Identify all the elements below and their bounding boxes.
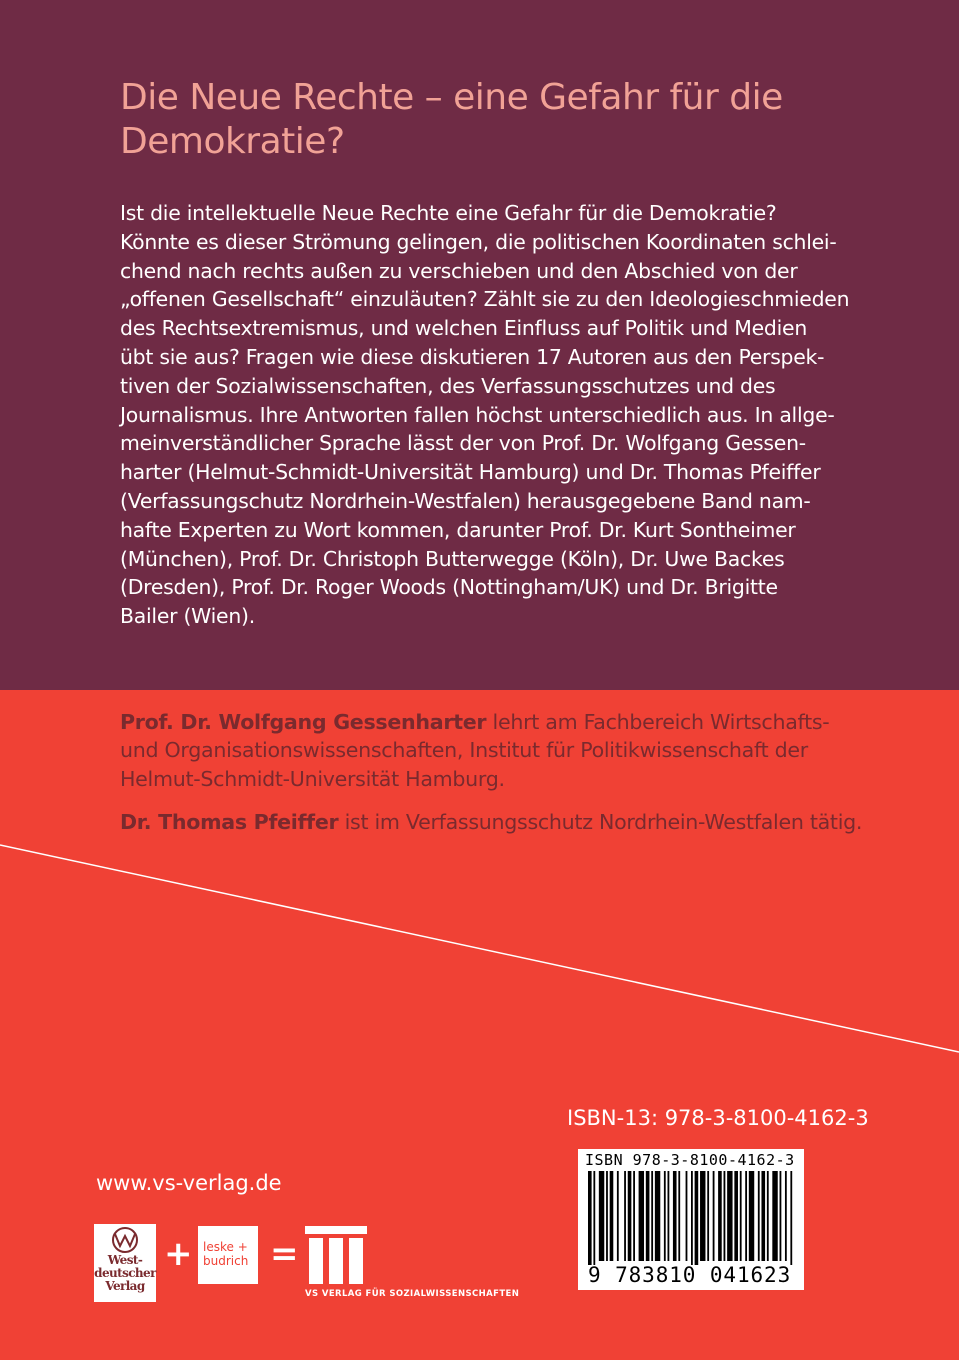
editor-name: Dr. Thomas Pfeiffer bbox=[120, 810, 339, 834]
barcode-bar bbox=[691, 1171, 693, 1265]
description-line: Journalismus. Ihre Antworten fallen höchst unterschiedlich aus. In allge- bbox=[120, 402, 835, 427]
book-title: Die Neue Rechte – eine Gefahr für die Demokratie? bbox=[120, 77, 783, 162]
leske-budrich-logo-text bbox=[203, 1240, 248, 1268]
westdeutscher-logo-text bbox=[94, 1254, 156, 1293]
editor-bio-gessenharter bbox=[120, 708, 920, 793]
leske-line: leske + bbox=[203, 1240, 248, 1254]
westdeutscher-logo-line: West- bbox=[107, 1253, 143, 1267]
barcode-bar bbox=[668, 1171, 670, 1261]
barcode-bars bbox=[588, 1171, 794, 1265]
plus-sign: + bbox=[164, 1234, 193, 1274]
isbn-label: ISBN-13: 978-3-8100-4162-3 bbox=[567, 1106, 869, 1130]
barcode-bar bbox=[664, 1171, 666, 1261]
westdeutscher-emblem-icon bbox=[94, 1226, 156, 1256]
barcode-bar bbox=[767, 1171, 769, 1261]
description-line: Bailer (Wien). bbox=[120, 604, 255, 629]
barcode-bar bbox=[610, 1171, 614, 1261]
bio-line bbox=[120, 708, 920, 736]
barcode-bar bbox=[695, 1171, 699, 1265]
description-line: (Verfassungschutz Nordrhein-Westfalen) herausgegebene Band nam- bbox=[120, 488, 811, 513]
barcode-bar bbox=[624, 1171, 626, 1261]
barcode-bar bbox=[651, 1171, 653, 1261]
description-line: hafte Experten zu Wort kommen, darunter Prof. Dr. Kurt Sontheimer bbox=[120, 517, 796, 542]
barcode-digits: 9 783810 041623 bbox=[588, 1263, 792, 1287]
editor-bio-pfeiffer bbox=[120, 808, 920, 836]
barcode-bar bbox=[727, 1171, 732, 1261]
barcode-bar bbox=[686, 1171, 688, 1261]
book-description bbox=[120, 199, 900, 631]
vs-verlag-name: VS VERLAG FÜR SOZIALWISSENSCHAFTEN bbox=[305, 1289, 520, 1299]
barcode-bar bbox=[633, 1171, 635, 1261]
barcode-bar bbox=[785, 1171, 787, 1261]
barcode-bar bbox=[700, 1171, 705, 1261]
barcode-bar bbox=[639, 1171, 644, 1261]
barcode-bar bbox=[740, 1171, 742, 1261]
barcode-bar bbox=[745, 1171, 747, 1261]
bio-line: und Organisationswissenschaften, Institut für Politikwissenschaft der bbox=[120, 738, 808, 763]
barcode-bar bbox=[673, 1171, 677, 1261]
barcode-bar bbox=[718, 1171, 722, 1261]
description-line: harter (Helmut-Schmidt-Universität Hamburg) und Dr. Thomas Pfeiffer bbox=[120, 460, 821, 485]
barcode-bar bbox=[780, 1171, 782, 1261]
description-line: Könnte es dieser Strömung gelingen, die politischen Koordinaten schlei- bbox=[120, 229, 837, 254]
barcode-bar bbox=[749, 1171, 754, 1261]
barcode-bar bbox=[790, 1171, 792, 1265]
barcode bbox=[578, 1149, 804, 1290]
bio-line bbox=[120, 808, 920, 836]
bio-text: ist im Verfassungsschutz Nordrhein-Westfalen tätig. bbox=[338, 810, 863, 834]
description-line: meinverständlicher Sprache lässt der von Prof. Dr. Wolfgang Gessen- bbox=[120, 431, 806, 456]
description-line: chend nach rechts außen zu verschieben und den Abschied von der bbox=[120, 258, 798, 283]
equals-sign: = bbox=[270, 1234, 299, 1274]
vs-verlag-mark-icon bbox=[305, 1226, 367, 1284]
publisher-website: www.vs-verlag.de bbox=[96, 1171, 282, 1195]
bio-text: lehrt am Fachbereich Wirtschafts- bbox=[486, 710, 830, 734]
leske-budrich-logo bbox=[198, 1226, 258, 1284]
barcode-bar bbox=[772, 1171, 777, 1261]
westdeutscher-verlag-logo bbox=[94, 1224, 156, 1302]
barcode-bar bbox=[678, 1171, 680, 1261]
westdeutscher-logo-line: Verlag bbox=[105, 1279, 145, 1293]
barcode-bar bbox=[734, 1171, 738, 1261]
description-line: (Dresden), Prof. Dr. Roger Woods (Nottingham/UK) und Dr. Brigitte bbox=[120, 575, 778, 600]
barcode-bar bbox=[724, 1171, 726, 1261]
description-line: tiven der Sozialwissenschaften, des Verfassungsschutzes und des bbox=[120, 373, 776, 398]
description-line: Ist die intellektuelle Neue Rechte eine Gefahr für die Demokratie? bbox=[120, 201, 777, 225]
barcode-bar bbox=[758, 1171, 760, 1261]
barcode-bar bbox=[707, 1171, 709, 1261]
bio-line: Helmut-Schmidt-Universität Hamburg. bbox=[120, 766, 505, 791]
barcode-bar bbox=[588, 1171, 592, 1265]
barcode-bar bbox=[593, 1171, 595, 1265]
barcode-bar bbox=[646, 1171, 650, 1261]
description-line: (München), Prof. Dr. Christoph Butterwegge (Köln), Dr. Uwe Backes bbox=[120, 546, 785, 571]
barcode-bar bbox=[761, 1171, 765, 1261]
barcode-bar bbox=[628, 1171, 632, 1261]
editor-name: Prof. Dr. Wolfgang Gessenharter bbox=[120, 710, 487, 734]
description-line: übt sie aus? Fragen wie diese diskutieren 17 Autoren aus den Perspek- bbox=[120, 344, 825, 369]
description-line: „offenen Gesellschaft“ einzuläuten? Zählt sie zu den Ideologieschmieden bbox=[120, 287, 850, 312]
barcode-bar bbox=[606, 1171, 608, 1261]
barcode-bar bbox=[713, 1171, 715, 1261]
barcode-isbn-text: ISBN 978-3-8100-4162-3 bbox=[585, 1151, 795, 1169]
budrich-line: budrich bbox=[203, 1254, 249, 1268]
description-line: des Rechtsextremismus, und welchen Einfluss auf Politik und Medien bbox=[120, 316, 807, 341]
barcode-bar bbox=[599, 1171, 604, 1261]
barcode-bar bbox=[617, 1171, 619, 1261]
barcode-bar bbox=[655, 1171, 660, 1261]
westdeutscher-logo-line: deutscher bbox=[94, 1266, 156, 1280]
